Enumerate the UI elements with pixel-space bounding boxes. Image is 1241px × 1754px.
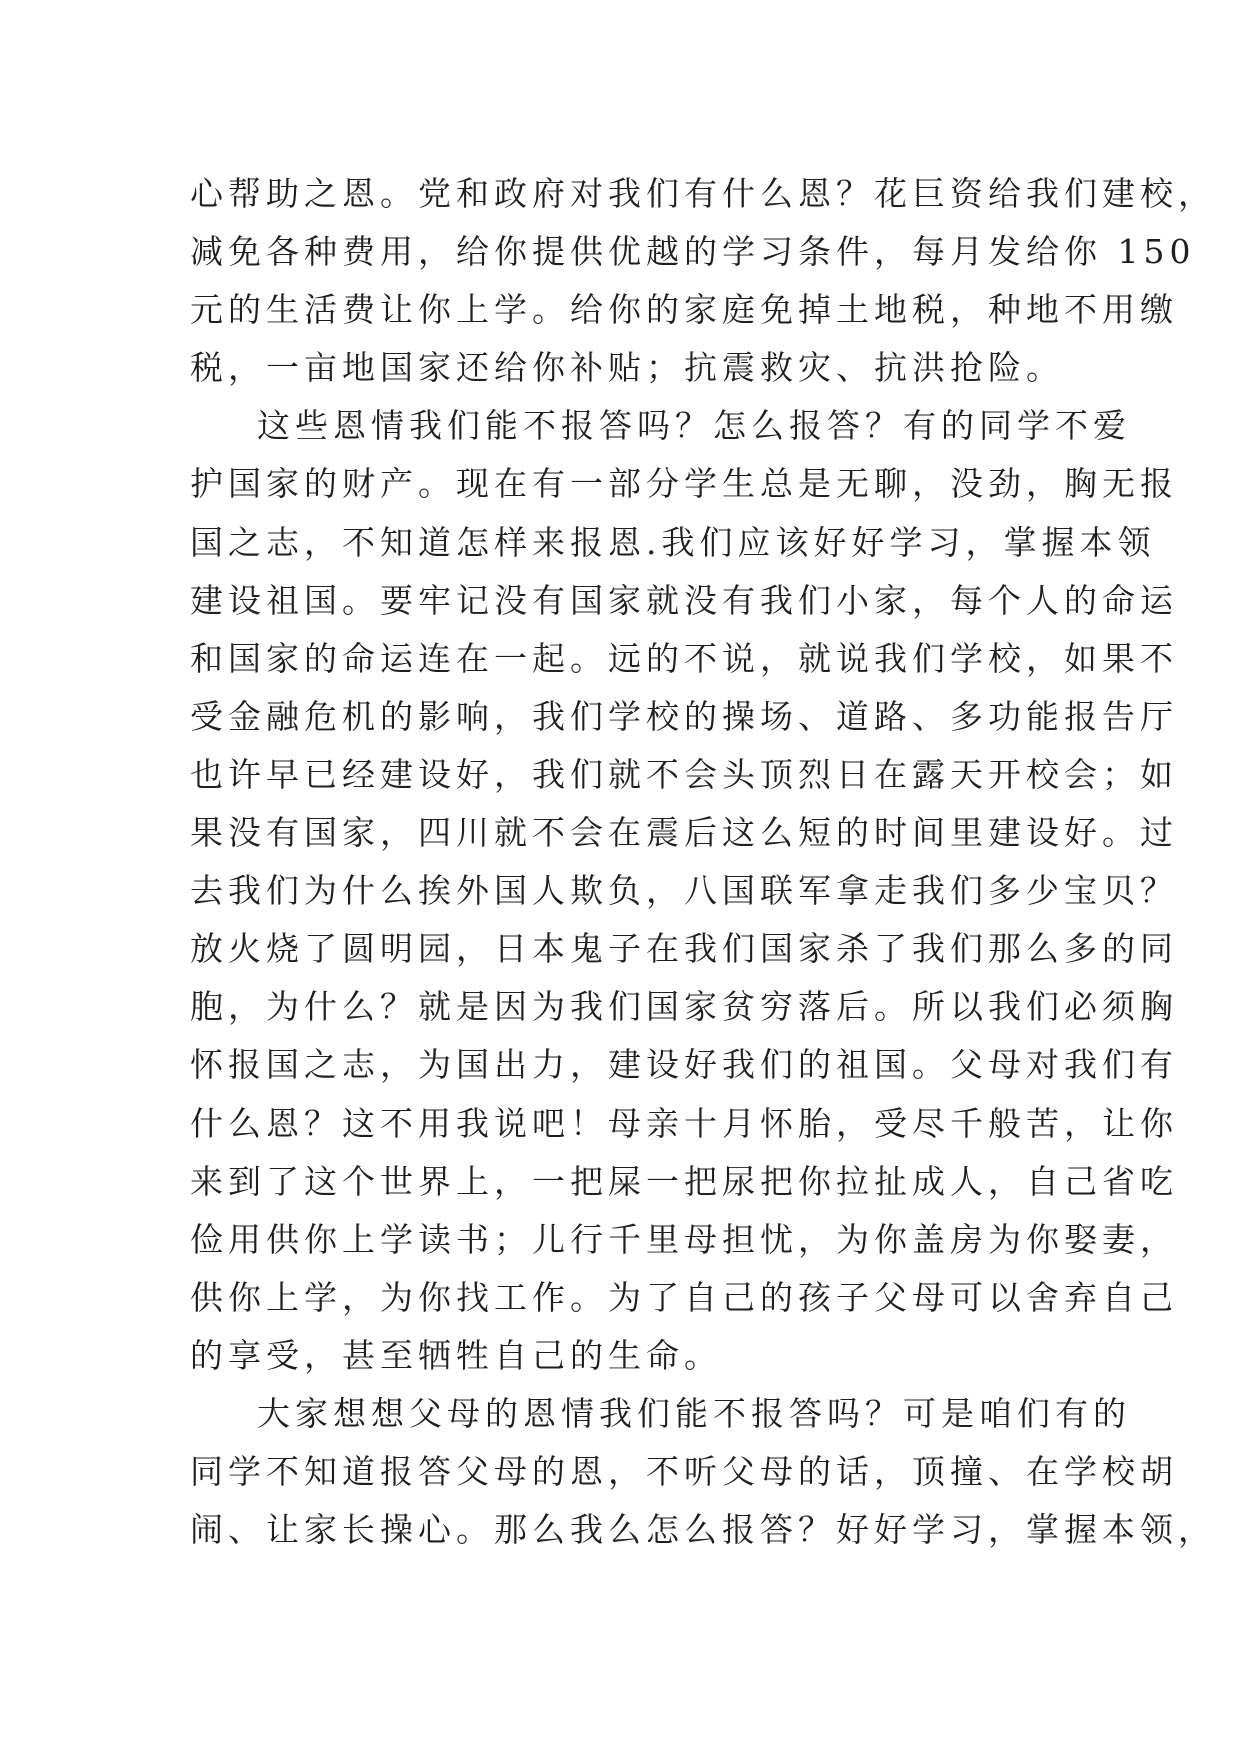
text-line: 受金融危机的影响，我们学校的操场、道路、多功能报告厅 [190, 696, 1178, 736]
body-text [190, 165, 1216, 1559]
text-line: 减免各种费用，给你提供优越的学习条件，每月发给你 150 [190, 232, 1196, 272]
text-line: 胞，为什么？就是因为我们国家贫穷落后。所以我们必须胸 [190, 987, 1178, 1027]
text-line: 的享受，甚至牺牲自己的生命。 [190, 1335, 722, 1375]
text-line: 同学不知道报答父母的恩，不听父母的话，顶撞、在学校胡 [190, 1452, 1178, 1492]
text-line: 俭用供你上学读书；儿行千里母担忧，为你盖房为你娶妻， [190, 1219, 1178, 1259]
text-line: 去我们为什么挨外国人欺负，八国联军拿走我们多少宝贝？ [190, 871, 1178, 911]
text-line: 放火烧了圆明园，日本鬼子在我们国家杀了我们那么多的同 [190, 929, 1178, 969]
text-line: 护国家的财产。现在有一部分学生总是无聊，没劲，胸无报 [190, 464, 1178, 504]
text-line: 闹、让家长操心。那么我么怎么报答？好好学习，掌握本领， [190, 1510, 1216, 1550]
text-line: 税，一亩地国家还给你补贴；抗震救灾、抗洪抢险。 [190, 348, 1064, 388]
text-line: 和国家的命运连在一起。远的不说，就说我们学校，如果不 [190, 638, 1178, 678]
text-line: 果没有国家，四川就不会在震后这么短的时间里建设好。过 [190, 813, 1178, 853]
text-line: 也许早已经建设好，我们就不会头顶烈日在露天开校会；如 [190, 754, 1178, 794]
paragraph-start-line: 大家想想父母的恩情我们能不报答吗？可是咱们有的 [257, 1393, 1131, 1433]
text-line: 国之志，不知道怎样来报恩.我们应该好好学习，掌握本领 [190, 522, 1156, 562]
text-line: 元的生活费让你上学。给你的家庭免掉土地税，种地不用缴 [190, 290, 1178, 330]
text-line: 供你上学，为你找工作。为了自己的孩子父母可以舍弃自己 [190, 1277, 1178, 1317]
text-line: 心帮助之恩。党和政府对我们有什么恩？花巨资给我们建校， [190, 174, 1216, 213]
text-line: 什么恩？这不用我说吧！母亲十月怀胎，受尽千般苦，让你 [190, 1103, 1178, 1143]
text-line: 建设祖国。要牢记没有国家就没有我们小家，每个人的命运 [190, 580, 1178, 620]
text-line: 来到了这个世界上，一把屎一把尿把你拉扯成人，自己省吃 [190, 1161, 1178, 1201]
text-line: 怀报国之志，为国出力，建设好我们的祖国。父母对我们有 [190, 1045, 1178, 1085]
paragraph-start-line: 这些恩情我们能不报答吗？怎么报答？有的同学不爱 [257, 406, 1131, 446]
